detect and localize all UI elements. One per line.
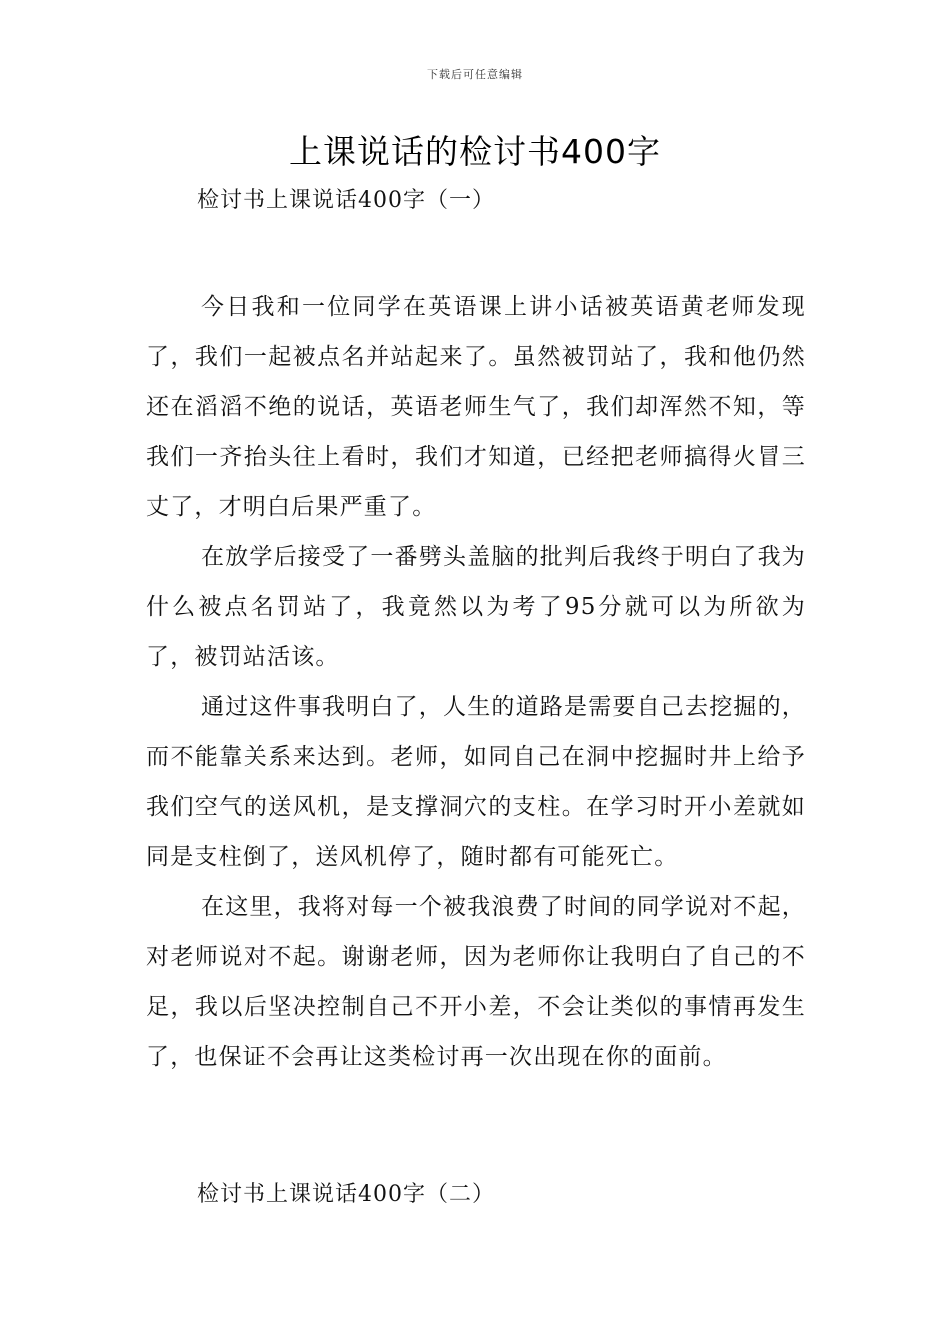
document-title: 上课说话的检讨书400字 xyxy=(289,132,661,171)
header-note: 下载后可任意编辑 xyxy=(427,68,523,81)
paragraph-2: 在放学后接受了一番劈头盖脑的批判后我终于明白了我为什么被点名罚站了，我竟然以为考了95分就可以为所欲为了，被罚站活该。 xyxy=(146,544,806,670)
paragraph-4: 在这里，我将对每一个被我浪费了时间的同学说对不起，对老师说对不起。谢谢老师，因为老师你让我明白了自己的不足，我以后坚决控制自己不开小差，不会让类似的事情再发生了，也保证不会再让这类检讨再一次出现在你的面前。 xyxy=(146,894,806,1070)
section-heading-2: 检讨书上课说话400字（二） xyxy=(197,1182,495,1207)
paragraph-1: 今日我和一位同学在英语课上讲小话被英语黄老师发现了，我们一起被点名并站起来了。虽然被罚站了，我和他仍然还在滔滔不绝的说话，英语老师生气了，我们却浑然不知，等我们一齐抬头往上看时，我们才知道，已经把老师搞得火冒三丈了，才明白后果严重了。 xyxy=(146,294,806,520)
document-body xyxy=(146,282,806,1082)
section-heading-1: 检讨书上课说话400字（一） xyxy=(197,188,495,213)
paragraph-3: 通过这件事我明白了，人生的道路是需要自己去挖掘的，而不能靠关系来达到。老师，如同自己在洞中挖掘时井上给予我们空气的送风机，是支撑洞穴的支柱。在学习时开小差就如同是支柱倒了，送风机停了，随时都有可能死亡。 xyxy=(146,694,806,870)
